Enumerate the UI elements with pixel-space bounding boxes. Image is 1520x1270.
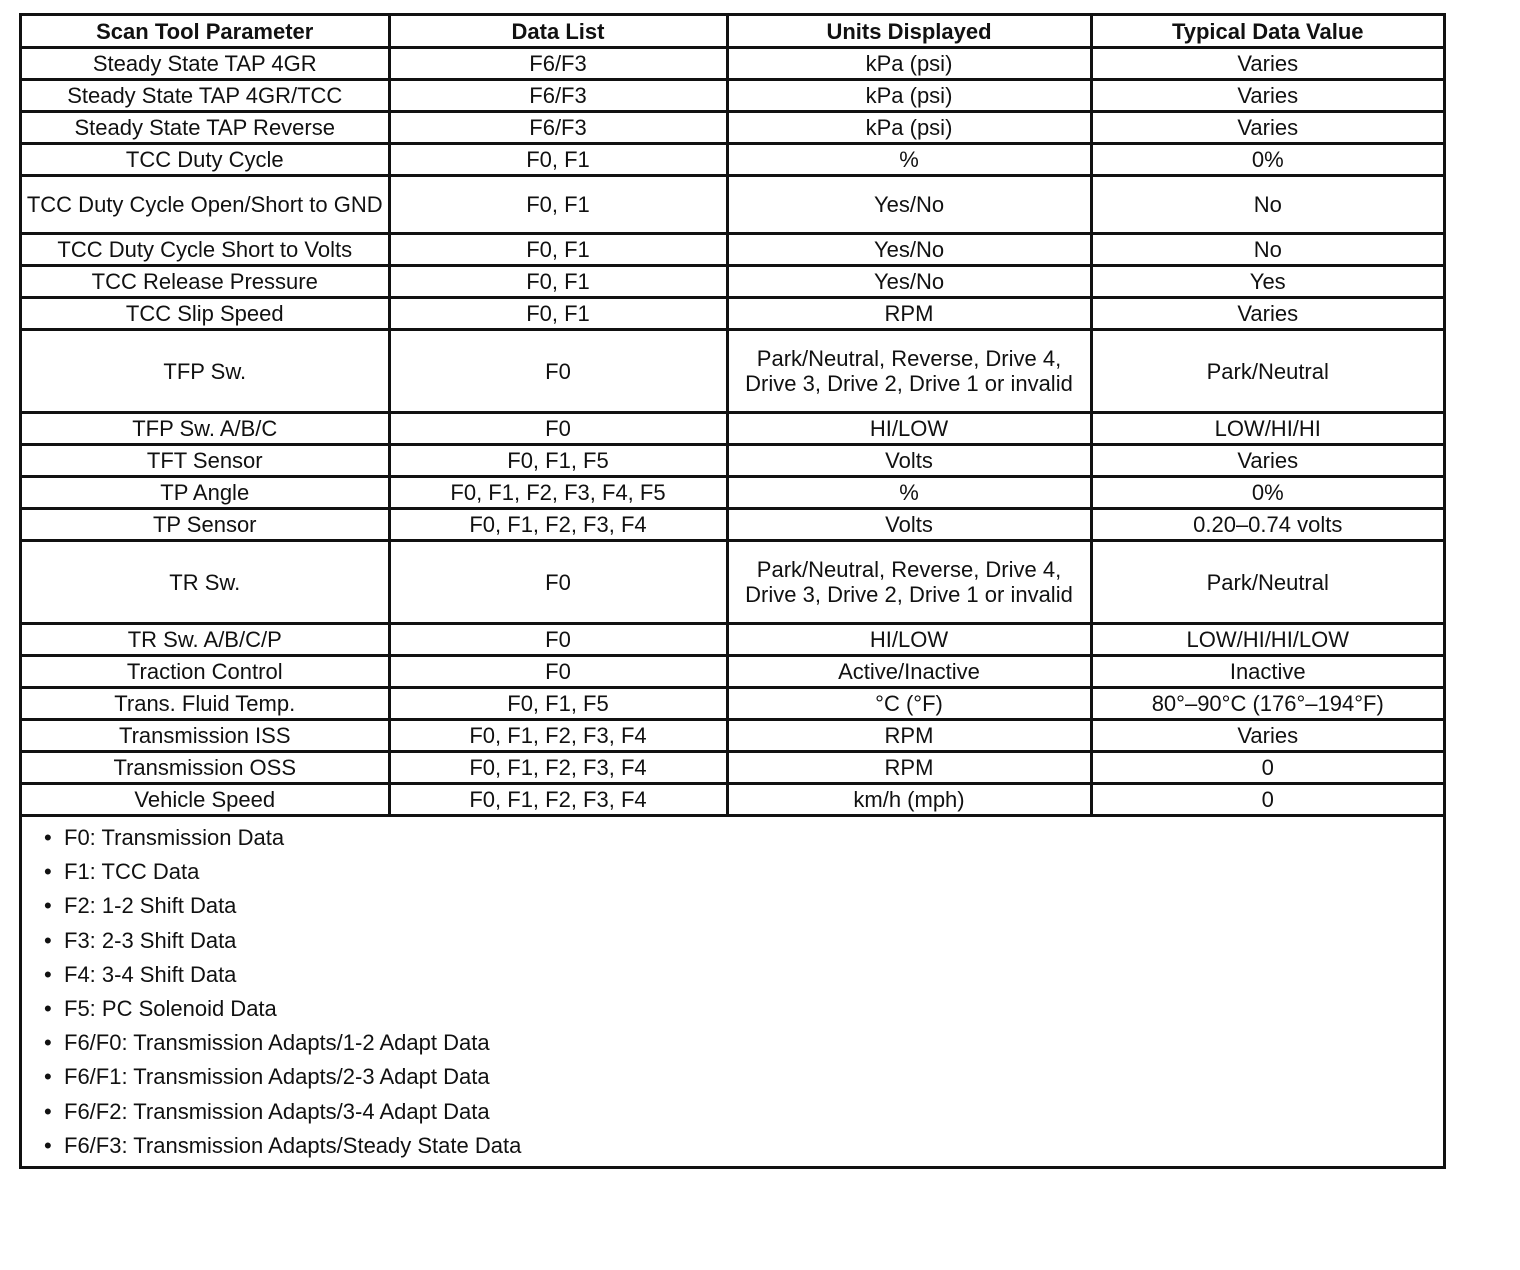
parameter-cell: Steady State TAP 4GR [22, 48, 389, 80]
header-typical-data-value: Typical Data Value [1091, 16, 1443, 48]
list-item: • F0: Transmission Data [64, 821, 1443, 855]
parameter-cell: TFP Sw. [22, 330, 389, 413]
units-cell: RPM [727, 298, 1091, 330]
typical-value-cell: Park/Neutral [1091, 541, 1443, 624]
parameter-cell: TFT Sensor [22, 445, 389, 477]
units-cell: % [727, 144, 1091, 176]
data-list-cell: F0, F1 [389, 176, 727, 234]
table-row [22, 688, 1443, 720]
parameter-cell: Traction Control [22, 656, 389, 688]
typical-value-cell: Park/Neutral [1091, 330, 1443, 413]
data-list-cell: F0 [389, 330, 727, 413]
table-row [22, 112, 1443, 144]
list-item: • F2: 1-2 Shift Data [64, 889, 1443, 923]
table-row [22, 752, 1443, 784]
data-list-cell: F6/F3 [389, 112, 727, 144]
header-data-list: Data List [389, 16, 727, 48]
data-list-cell: F0 [389, 413, 727, 445]
list-item: • F6/F1: Transmission Adapts/2-3 Adapt Data [64, 1060, 1443, 1094]
parameter-cell: TCC Release Pressure [22, 266, 389, 298]
parameter-cell: TP Angle [22, 477, 389, 509]
units-cell: RPM [727, 752, 1091, 784]
parameter-cell: Vehicle Speed [22, 784, 389, 816]
units-cell: kPa (psi) [727, 48, 1091, 80]
scan-tool-data-document [19, 13, 1446, 1169]
parameter-cell: TCC Slip Speed [22, 298, 389, 330]
typical-value-cell: Yes [1091, 266, 1443, 298]
units-cell: Volts [727, 509, 1091, 541]
table-row [22, 48, 1443, 80]
table-row [22, 656, 1443, 688]
typical-value-cell: 0% [1091, 144, 1443, 176]
table-row [22, 234, 1443, 266]
table-row [22, 330, 1443, 413]
scan-tool-parameter-table [22, 16, 1443, 817]
typical-value-cell: LOW/HI/HI [1091, 413, 1443, 445]
table-row [22, 624, 1443, 656]
units-cell: Yes/No [727, 266, 1091, 298]
typical-value-cell: Varies [1091, 80, 1443, 112]
parameter-cell: Steady State TAP 4GR/TCC [22, 80, 389, 112]
data-list-cell: F0, F1, F2, F3, F4 [389, 720, 727, 752]
parameter-cell: Transmission OSS [22, 752, 389, 784]
table-row [22, 144, 1443, 176]
units-cell: HI/LOW [727, 413, 1091, 445]
typical-value-cell: LOW/HI/HI/LOW [1091, 624, 1443, 656]
header-scan-tool-parameter: Scan Tool Parameter [22, 16, 389, 48]
list-item: • F1: TCC Data [64, 855, 1443, 889]
typical-value-cell: 0% [1091, 477, 1443, 509]
table-row [22, 298, 1443, 330]
table-row [22, 266, 1443, 298]
table-row [22, 784, 1443, 816]
typical-value-cell: Varies [1091, 298, 1443, 330]
parameter-cell: TCC Duty Cycle Short to Volts [22, 234, 389, 266]
units-cell: Active/Inactive [727, 656, 1091, 688]
table-row [22, 477, 1443, 509]
data-list-cell: F6/F3 [389, 80, 727, 112]
data-list-cell: F0, F1 [389, 298, 727, 330]
data-list-cell: F0, F1 [389, 234, 727, 266]
list-item: • F4: 3-4 Shift Data [64, 958, 1443, 992]
data-list-cell: F0, F1, F5 [389, 688, 727, 720]
data-list-cell: F0, F1, F5 [389, 445, 727, 477]
parameter-cell: TP Sensor [22, 509, 389, 541]
typical-value-cell: Varies [1091, 48, 1443, 80]
parameter-cell: TR Sw. A/B/C/P [22, 624, 389, 656]
typical-value-cell: 0 [1091, 784, 1443, 816]
units-cell: Park/Neutral, Reverse, Drive 4, Drive 3, Drive 2, Drive 1 or invalid [727, 330, 1091, 413]
list-item: • F6/F3: Transmission Adapts/Steady State Data [64, 1129, 1443, 1163]
typical-value-cell: 0 [1091, 752, 1443, 784]
data-list-cell: F0 [389, 656, 727, 688]
units-cell: RPM [727, 720, 1091, 752]
units-cell: Yes/No [727, 234, 1091, 266]
list-item: • F6/F0: Transmission Adapts/1-2 Adapt Data [64, 1026, 1443, 1060]
units-cell: Park/Neutral, Reverse, Drive 4, Drive 3, Drive 2, Drive 1 or invalid [727, 541, 1091, 624]
units-cell: Yes/No [727, 176, 1091, 234]
parameter-cell: TCC Duty Cycle Open/Short to GND [22, 176, 389, 234]
table-row [22, 445, 1443, 477]
data-list-cell: F0, F1, F2, F3, F4, F5 [389, 477, 727, 509]
data-list-cell: F0, F1, F2, F3, F4 [389, 784, 727, 816]
data-list-cell: F0, F1 [389, 144, 727, 176]
table-row [22, 176, 1443, 234]
table-row [22, 541, 1443, 624]
typical-value-cell: Inactive [1091, 656, 1443, 688]
typical-value-cell: 80°–90°C (176°–194°F) [1091, 688, 1443, 720]
list-item: • F3: 2-3 Shift Data [64, 924, 1443, 958]
typical-value-cell: Varies [1091, 112, 1443, 144]
typical-value-cell: Varies [1091, 445, 1443, 477]
list-item: • F6/F2: Transmission Adapts/3-4 Adapt Data [64, 1095, 1443, 1129]
data-list-legend [22, 817, 1443, 1166]
header-units-displayed: Units Displayed [727, 16, 1091, 48]
table-row [22, 80, 1443, 112]
units-cell: kPa (psi) [727, 80, 1091, 112]
units-cell: kPa (psi) [727, 112, 1091, 144]
table-header-row [22, 16, 1443, 48]
data-list-cell: F0, F1 [389, 266, 727, 298]
list-item: • F5: PC Solenoid Data [64, 992, 1443, 1026]
parameter-cell: TCC Duty Cycle [22, 144, 389, 176]
typical-value-cell: No [1091, 176, 1443, 234]
parameter-cell: TR Sw. [22, 541, 389, 624]
parameter-cell: TFP Sw. A/B/C [22, 413, 389, 445]
table-row [22, 720, 1443, 752]
data-list-cell: F0, F1, F2, F3, F4 [389, 752, 727, 784]
typical-value-cell: No [1091, 234, 1443, 266]
data-list-cell: F0, F1, F2, F3, F4 [389, 509, 727, 541]
units-cell: km/h (mph) [727, 784, 1091, 816]
typical-value-cell: Varies [1091, 720, 1443, 752]
data-list-cell: F0 [389, 541, 727, 624]
parameter-cell: Trans. Fluid Temp. [22, 688, 389, 720]
table-row [22, 413, 1443, 445]
units-cell: °C (°F) [727, 688, 1091, 720]
typical-value-cell: 0.20–0.74 volts [1091, 509, 1443, 541]
units-cell: % [727, 477, 1091, 509]
units-cell: Volts [727, 445, 1091, 477]
parameter-cell: Transmission ISS [22, 720, 389, 752]
data-list-cell: F0 [389, 624, 727, 656]
parameter-cell: Steady State TAP Reverse [22, 112, 389, 144]
table-row [22, 509, 1443, 541]
units-cell: HI/LOW [727, 624, 1091, 656]
data-list-cell: F6/F3 [389, 48, 727, 80]
